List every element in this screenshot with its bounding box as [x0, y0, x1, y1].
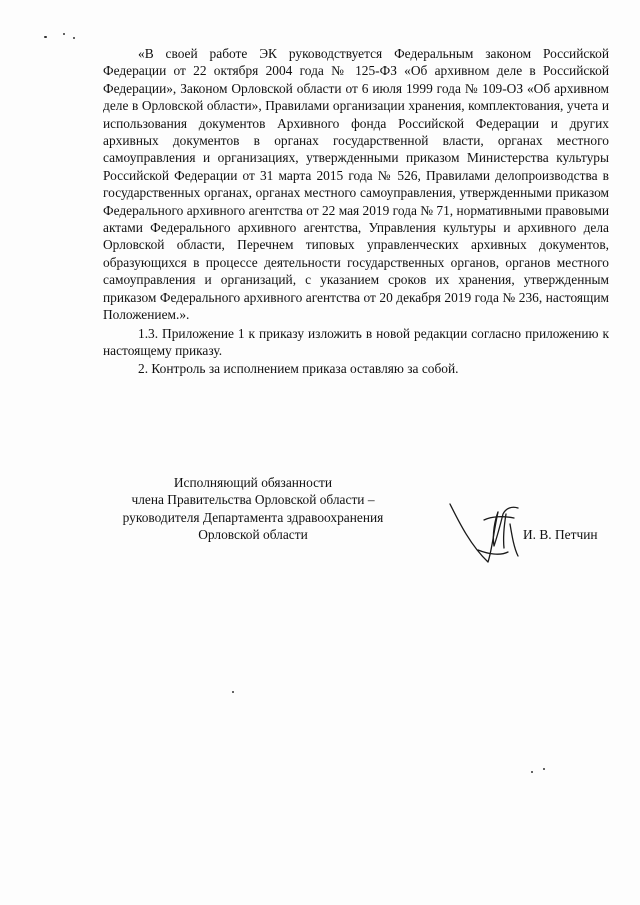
signatory-title: [98, 474, 408, 544]
quoted-regulation-paragraph: «В своей работе ЭК руководствуется Федеральным законом Российской Федерации от 22 октября 2004 года № 125-ФЗ «Об архивном деле в Российской Федерации», Законом Орловской области от 6 июля 1999 года № 109-ОЗ «Об архивном деле в Орловской области», Правилами организации хранения, комплектования, учета и использования документов Архивного фонда Российской Федерации и других архивных документов в органах государственной власти, органах местного самоуправления и организациях, утвержденными приказом Министерства культуры Российской Федерации от 31 марта 2015 года № 526, Правилами делопроизводства в государственных органах, органах местного самоуправления, утвержденными приказом Федерального архивного агентства от 22 мая 2019 года № 71, нормативными правовыми актами Федерального архивного агентства, Управления культуры и архивного дела Орловской области, Перечнем типовых управленческих архивных документов, образующихся в процессе деятельности государственных органов, органов местного самоуправления и организаций, с указанием сроков их хранения, утвержденным приказом Федерального архивного агентства от 20 декабря 2019 года № 236, настоящим Положением.».: [103, 46, 609, 323]
signatory-title-line: Исполняющий обязанности: [173, 475, 333, 490]
scan-speck: [73, 37, 75, 39]
document-body: [103, 45, 609, 378]
scan-speck: [44, 36, 47, 38]
scan-speck: [543, 768, 545, 770]
scan-speck: [232, 691, 234, 693]
item-1-3-paragraph: 1.3. Приложение 1 к приказу изложить в новой редакции согласно приложению к настоящему приказу.: [103, 325, 609, 358]
scan-speck: [531, 771, 533, 773]
signatory-title-line: члена Правительства Орловской области –: [131, 492, 375, 508]
signatory-title-line: руководителя Департамента здравоохранения: [122, 509, 384, 525]
signer-name: И. В. Петчин: [523, 527, 598, 542]
scan-speck: [63, 33, 65, 35]
signatory-title-line: Орловской области: [198, 527, 308, 543]
item-2-paragraph: 2. Контроль за исполнением приказа оставляю за собой.: [138, 361, 459, 377]
